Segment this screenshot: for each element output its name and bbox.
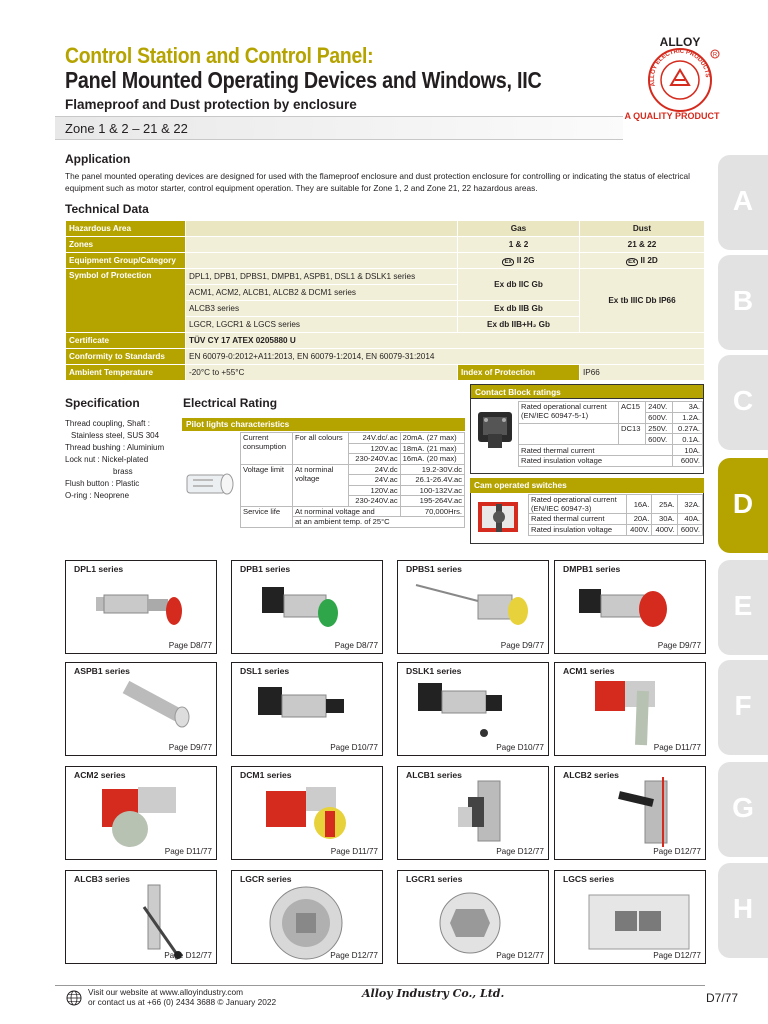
product-card[interactable]: DPL1 series Page D8/77: [65, 560, 217, 654]
tab-d[interactable]: D: [718, 458, 768, 553]
technical-table: Hazardous Area Gas Dust Zones 1 & 2 21 & 22 Equipment Group/Category Ex II 2G Ex II 2D Symbol of Protection DPL1, DPB1, DPBS1, DMPB1, ASPB1, DSL1 & DSLK1 series Ex db IIC Gb Ex tb IIIC Db IP66 ACM1, ACM2, ALCB1, ALCB2 & DCM1 series ALCB3 series Ex db IIB Gb LGCR, LGCR1 & LGCS series Ex db IIB+H₂ Gb Certificate TÜV CY 17 ATEX 0205880 U Conformity to Standards EN 60079-0:2012+A11:2013, EN 60079-1:2014, EN 60079-31:2014 Ambient Temperature -20°C to +55°C Index of Protection IP66: [65, 220, 705, 381]
footer-phone: or contact us at +66 (0) 2434 3688 © January 2022: [88, 997, 277, 1007]
product-card[interactable]: ALCB1 series Page D12/77: [397, 766, 549, 860]
tab-g[interactable]: G: [718, 762, 768, 857]
application-heading: Application: [65, 152, 131, 166]
product-card[interactable]: DCM1 series Page D11/77: [231, 766, 383, 860]
pilot-table: Current consumption For all colours 24V.dc/.ac 20mA. (27 max) 120V.ac 18mA. (21 max) 230-240V.ac 16mA. (20 max) Voltage limit At norminal voltage 24V.dc 19.2-30V.dc 24V.ac 26.1-26.4V.ac 120V.ac 100-132V.ac 230-240V.ac 195-264V.ac Service life At norminal voltage and 70,000Hrs. at an ambient temp. of 25°C: [240, 432, 465, 528]
equipment-gas: Ex II 2G: [458, 253, 580, 269]
footer-contact: [88, 987, 276, 1007]
cam-switch-heading: Cam operated switches: [470, 478, 704, 493]
svg-text:ALLOY ELECTRIC PRODUCTS: [650, 49, 710, 87]
page-title-line2: Panel Mounted Operating Devices and Windows, IIC: [65, 67, 542, 93]
product-card[interactable]: ALCB2 series Page D12/77: [554, 766, 706, 860]
product-card[interactable]: ACM1 series Page D11/77: [554, 662, 706, 756]
product-card[interactable]: DPB1 series Page D8/77: [231, 560, 383, 654]
application-text: The panel mounted operating devices are designed for used with the flameproof enclosure and dust protection enclosure for controlling or indicating the status of electrical equipment such as motor starter, control equipment operation. They are suitable for Zone 1, 2 and Zone 21, 22 hazardous areas.: [65, 171, 690, 193]
technical-heading: Technical Data: [65, 202, 149, 216]
page-number: D7/77: [706, 991, 739, 1005]
globe-icon: [66, 990, 82, 1006]
footer-divider: [55, 985, 705, 986]
company-name: Alloy Industry Co., Ltd.: [362, 987, 505, 1000]
product-card[interactable]: DMPB1 series Page D9/77: [554, 560, 706, 654]
footer-website[interactable]: Visit our website at www.alloyindustry.com: [88, 987, 244, 997]
svg-text:R: R: [712, 52, 718, 59]
zone-text: Zone 1 & 2 – 21 & 22: [65, 121, 188, 136]
gas-header: Gas: [458, 221, 580, 237]
zone-bar: [55, 116, 623, 140]
tab-e[interactable]: E: [718, 560, 768, 655]
cam-switch-image: [474, 494, 526, 542]
logo-tagline: A QUALITY PRODUCT: [624, 111, 720, 121]
page-subtitle: Flameproof and Dust protection by enclosure: [65, 97, 357, 112]
tab-f[interactable]: F: [718, 660, 768, 755]
electrical-heading: Electrical Rating: [183, 396, 278, 410]
pilot-lights-heading: Pilot lights characteristics: [182, 418, 465, 431]
contact-block-image: [474, 404, 518, 454]
tab-a[interactable]: A: [718, 155, 768, 250]
product-card[interactable]: ACM2 series Page D11/77: [65, 766, 217, 860]
page-title-line1: Control Station and Control Panel:: [65, 43, 374, 68]
logo-ring-text: ALLOY ELECTRIC PRODUCTS: [649, 48, 711, 87]
product-card[interactable]: ASPB1 series Page D9/77: [65, 662, 217, 756]
equipment-dust: Ex II 2D: [580, 253, 705, 269]
contact-block-heading: Contact Block ratings: [470, 384, 704, 399]
dust-header: Dust: [580, 221, 705, 237]
product-card[interactable]: DPBS1 series Page D9/77: [397, 560, 549, 654]
hazardous-area-label: Hazardous Area: [66, 221, 186, 237]
product-card[interactable]: LGCR1 series Page D12/77: [397, 870, 549, 964]
logo-brand: ALLOY: [659, 35, 701, 49]
product-card[interactable]: DSLK1 series Page D10/77: [397, 662, 549, 756]
specification-list: Thread coupling, Shaft : Stainless steel, SUS 304 Thread bushing : Aluminium Lock nut : Nickel-plated brass Flush button : Plastic O-ring : Neoprene: [65, 419, 165, 500]
product-card[interactable]: LGCS series Page D12/77: [554, 870, 706, 964]
cam-switch-table: Rated operational current (EN/IEC 60947-3) 16A. 25A. 32A. Rated thermal current 20A. 30A. 40A. Rated insulation voltage 400V. 400V. 600V.: [528, 494, 703, 536]
tab-h[interactable]: H: [718, 863, 768, 958]
tab-c[interactable]: C: [718, 355, 768, 450]
pilot-light-image: [183, 465, 238, 505]
tab-b[interactable]: B: [718, 255, 768, 350]
product-card[interactable]: DSL1 series Page D10/77: [231, 662, 383, 756]
specification-heading: Specification: [65, 396, 140, 410]
product-card[interactable]: LGCR series Page D12/77: [231, 870, 383, 964]
product-card[interactable]: ALCB3 series Page D12/77: [65, 870, 217, 964]
contact-block-table: Rated operational current (EN/IEC 60947-5-1) AC15 240V. 3A. 600V. 1.2A. DC13 250V. 0.27A. 600V. 0.1A. Rated thermal current 10A. Rated insulation voltage 600V.: [518, 401, 703, 467]
